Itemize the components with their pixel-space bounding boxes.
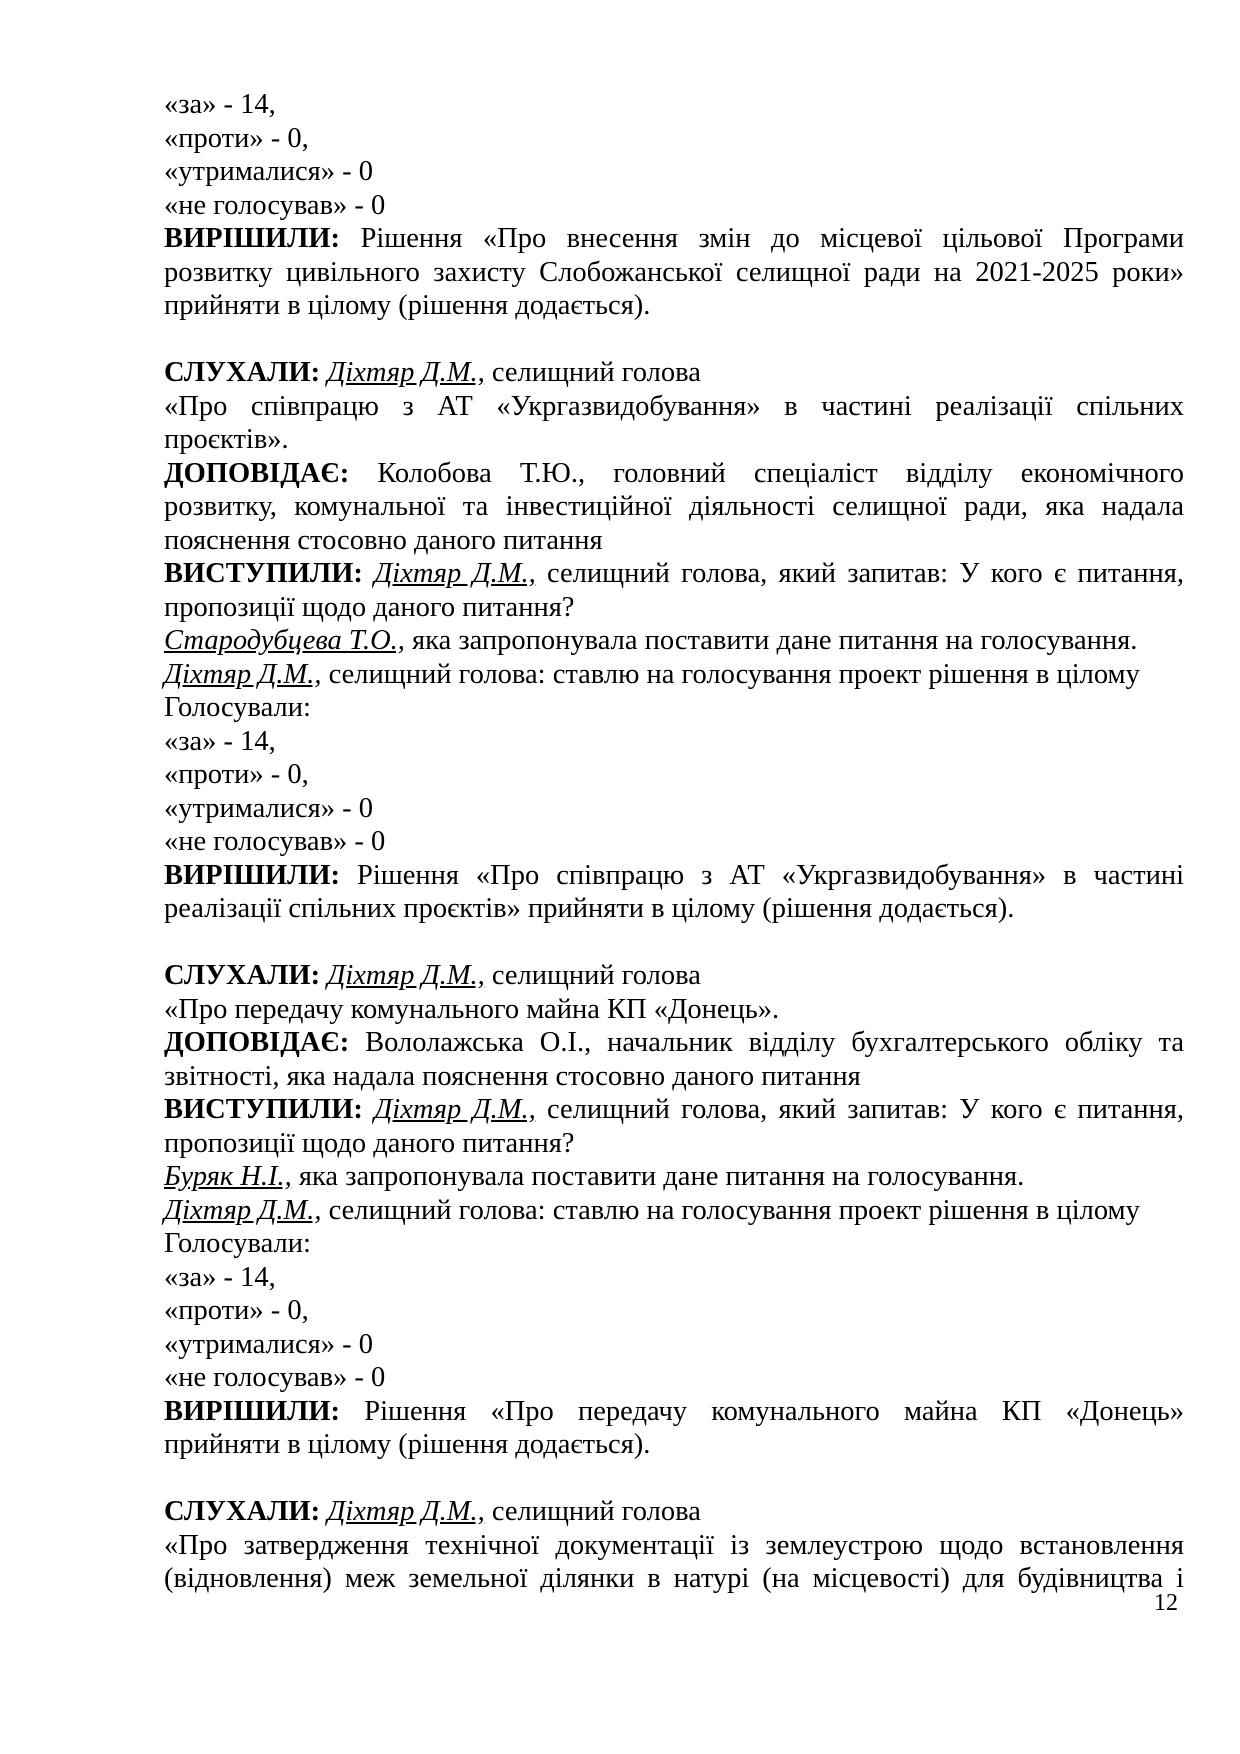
- decision: [164, 222, 1184, 323]
- document-page: [164, 88, 1184, 1596]
- speaker-role: селищний голова: [484, 357, 701, 388]
- report-text-line: пояснення стосовно даного питання: [164, 524, 603, 556]
- decision-text-line: прийняти в цілому (рішення додається).: [164, 290, 651, 321]
- decision-text-line: Рішення «Про внесення змін до місцевої цільової Програми: [340, 223, 1184, 254]
- decision-text-line: розвитку цивільного захисту Слобожанської селищної ради на 2021-2025 роки»: [164, 256, 1184, 288]
- spoke-text-line: пропозиції щодо даного питання?: [164, 1127, 575, 1159]
- vote-for: «за» - 14,: [164, 89, 276, 120]
- page-number: 12: [1154, 1590, 1178, 1616]
- speaker-role: селищний голова: [484, 1496, 701, 1527]
- decision-text-line: реалізації спільних проєктів» прийняти в цілому (рішення додається).: [164, 893, 1015, 924]
- vote-against: «проти» - 0,: [164, 759, 309, 790]
- vote-not-voted: «не голосував» - 0: [164, 826, 386, 857]
- heard-line: [164, 1495, 1184, 1529]
- heard-label: СЛУХАЛИ:: [164, 357, 321, 388]
- vote-abstained: «утрималися» - 0: [164, 156, 374, 187]
- vote-against: «проти» - 0,: [164, 122, 309, 154]
- vote-against: «проти» - 0,: [164, 1295, 309, 1326]
- decided-label: ВИРІШИЛИ:: [164, 1395, 341, 1427]
- speaker-name: Діхтяр Д.М.,: [327, 1496, 485, 1527]
- agenda-item: [164, 959, 1184, 1462]
- heard-line: [164, 959, 1184, 993]
- speaker-name: Діхтяр Д.М.,: [327, 960, 485, 991]
- vote-for: «за» - 14,: [164, 1261, 276, 1293]
- proposer-text: яка запропонувала поставити дане питання на голосування.: [291, 1161, 1025, 1192]
- heard-line: [164, 356, 1184, 390]
- decision-text-line: Рішення «Про передачу комунального майна КП «Донець»: [340, 1395, 1184, 1427]
- spoke-label: ВИСТУПИЛИ:: [164, 1094, 363, 1125]
- report-label: ДОПОВІДАЄ:: [164, 1027, 350, 1058]
- report-text-line: розвитку, комунальної та інвестиційної діяльності селищної ради, яка надала: [164, 491, 1184, 522]
- vote-abstained: «утрималися» - 0: [164, 792, 374, 824]
- report-text-line: Колобова Т.Ю., головний спеціаліст відділу економічного: [349, 457, 1184, 489]
- proposer-name: Стародубцева Т.О.,: [164, 625, 405, 656]
- speaker-name: Діхтяр Д.М.,: [374, 558, 536, 589]
- agenda-item: [164, 356, 1184, 926]
- topic-line: (відновлення) меж земельної ділянки в натурі (на місцевості) для будівництва і: [164, 1563, 1184, 1594]
- speaker-role: селищний голова: [484, 960, 701, 991]
- agenda-item: [164, 1495, 1184, 1596]
- vote-not-voted: «не голосував» - 0: [164, 189, 386, 221]
- topic-line: «Про передачу комунального майна КП «Донець».: [164, 993, 780, 1025]
- chair-name: Діхтяр Д.М.,: [164, 658, 322, 690]
- heard-label: СЛУХАЛИ:: [164, 1496, 321, 1527]
- spoke-text: селищний голова, який запитав: У кого є питання,: [535, 1094, 1185, 1125]
- spacer: [164, 323, 1184, 357]
- decision-text-line: прийняти в цілому (рішення додається).: [164, 1429, 651, 1460]
- spoke-text-line: пропозиції щодо даного питання?: [164, 591, 575, 623]
- report-text-line: Вололажська О.І., начальник відділу бухгалтерського обліку та: [349, 1027, 1184, 1058]
- decided-label: ВИРІШИЛИ:: [164, 859, 341, 891]
- voted-label: Голосували:: [164, 1228, 311, 1259]
- chair-name: Діхтяр Д.М.,: [164, 1194, 322, 1226]
- topic-line: «Про співпрацю з АТ «Укргазвидобування» в частині реалізації спільних: [164, 390, 1184, 422]
- decided-label: ВИРІШИЛИ:: [164, 223, 341, 254]
- spoke-label: ВИСТУПИЛИ:: [164, 558, 363, 589]
- vote-abstained: «утрималися» - 0: [164, 1328, 374, 1360]
- vote-for: «за» - 14,: [164, 725, 276, 757]
- decision-text-line: Рішення «Про співпрацю з АТ «Укргазвидобування» в частині: [340, 859, 1184, 891]
- spacer: [164, 1462, 1184, 1496]
- chair-text: селищний голова: ставлю на голосування проект рішення в цілому: [321, 1194, 1140, 1226]
- voted-label: Голосували:: [164, 692, 311, 723]
- report-text-line: звітності, яка надала пояснення стосовно даного питання: [164, 1060, 861, 1092]
- chair-text: селищний голова: ставлю на голосування проект рішення в цілому: [321, 658, 1140, 690]
- vote-not-voted: «не голосував» - 0: [164, 1362, 386, 1393]
- spacer: [164, 926, 1184, 960]
- topic-line: «Про затвердження технічної документації із землеустрою щодо встановлення: [164, 1529, 1184, 1561]
- heard-label: СЛУХАЛИ:: [164, 960, 321, 991]
- agenda-item-continuation: [164, 88, 1184, 323]
- speaker-name: Діхтяр Д.М.,: [327, 357, 485, 388]
- topic-line: проєктів».: [164, 424, 289, 455]
- speaker-name: Діхтяр Д.М.,: [374, 1094, 536, 1125]
- proposer-name: Буряк Н.І.,: [164, 1161, 292, 1192]
- report-label: ДОПОВІДАЄ:: [164, 457, 350, 489]
- proposer-text: яка запропонувала поставити дане питання на голосування.: [404, 625, 1138, 656]
- spoke-text: селищний голова, який запитав: У кого є питання,: [535, 558, 1185, 589]
